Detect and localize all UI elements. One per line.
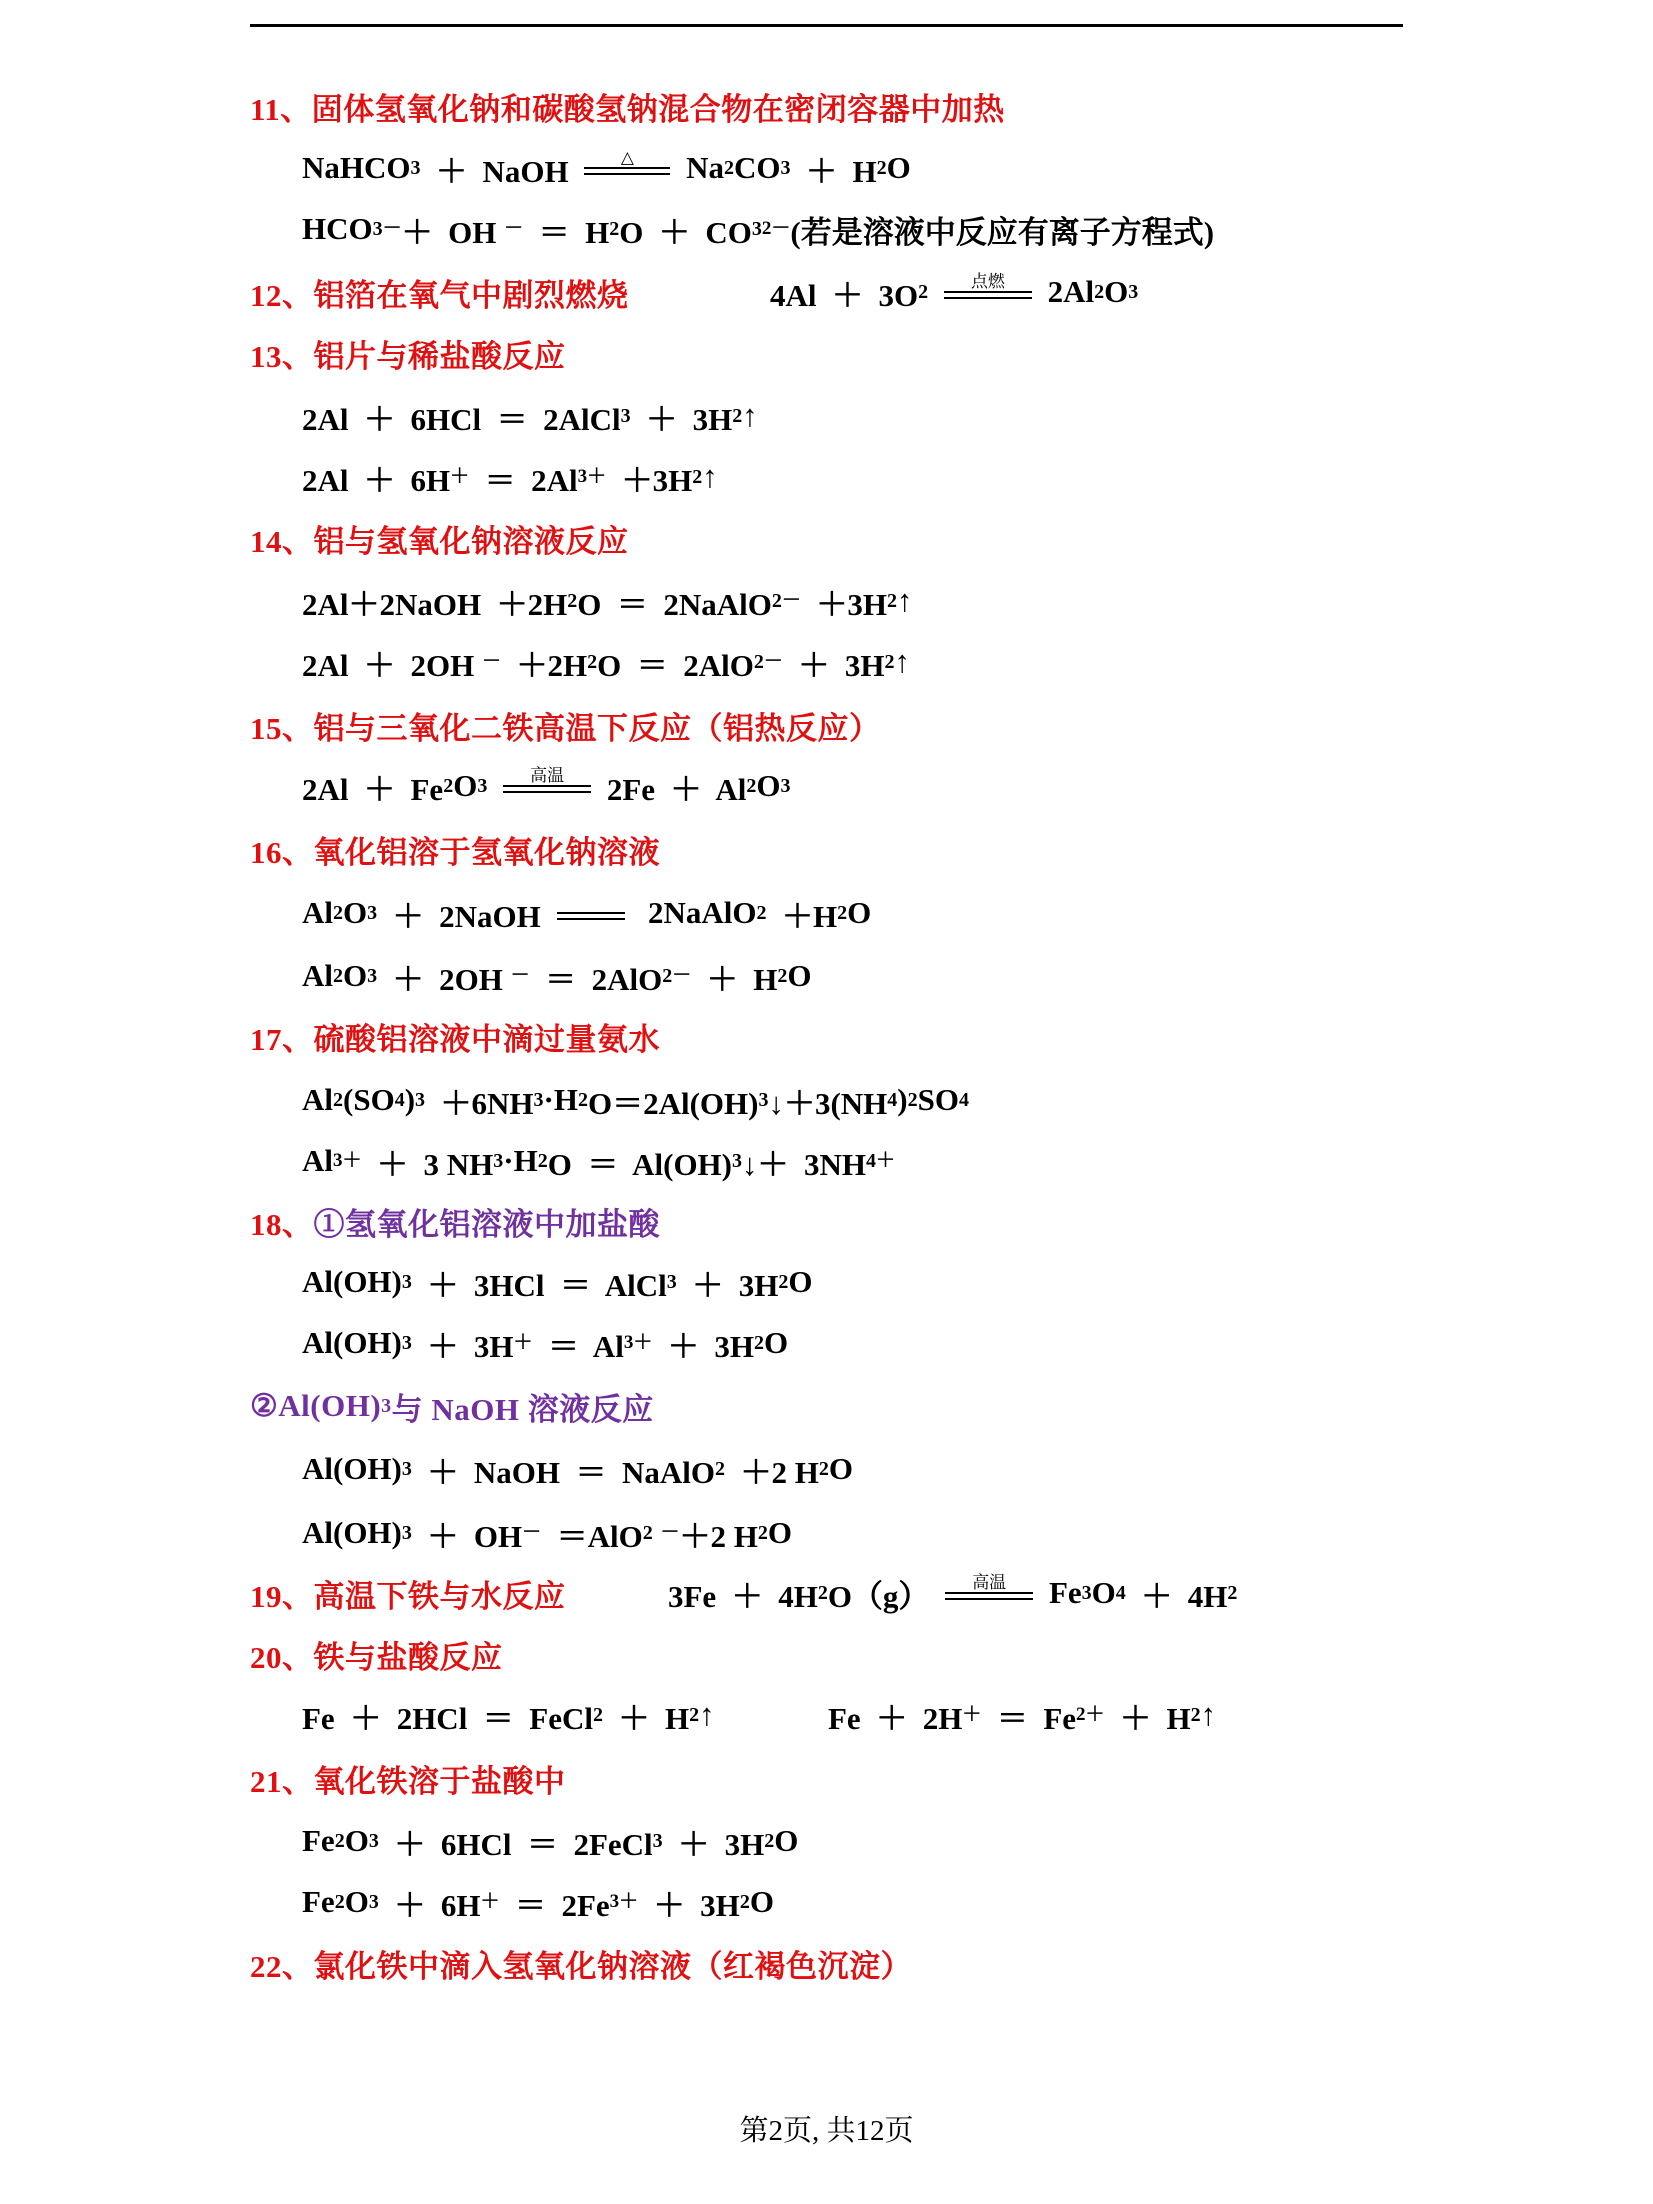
equation-text: ＝ Fe [981, 1700, 1077, 1736]
chemical-equation: NaHCO 3 ＋ NaOH △ Na 2 CO 3 ＋ H 2 O [302, 146, 911, 190]
section-heading [250, 1632, 503, 1676]
equation-text: Fe [1041, 1575, 1082, 1610]
page-footer: 第2页, 共12页 [739, 2115, 914, 2147]
section-heading [250, 1756, 566, 1800]
equation-text: 2Al ＋ 6HCl ＝ 2AlCl [302, 401, 621, 437]
equation-text: O [343, 895, 368, 930]
section-heading [250, 1384, 654, 1428]
equation-text: ↑ [702, 459, 718, 494]
equation-text: Al(OH) [302, 1451, 402, 1486]
reaction-condition-arrow [503, 767, 591, 793]
reaction-condition-arrow [557, 894, 625, 920]
equation-text [487, 768, 495, 804]
heading-text: 与 NaOH 溶液反应 [391, 1391, 654, 1427]
equation-text: ＋ 4H [1125, 1578, 1228, 1614]
double-line-equals-icon [944, 291, 1032, 299]
heading-text: 16、氧化铝溶于氢氧化钠溶液 [250, 834, 660, 870]
equation-text: ＋ NaOH [420, 153, 577, 189]
equation-text: O [774, 1823, 799, 1858]
equation-text: O ＋ CO [619, 214, 752, 250]
equation-text: ＋ 3 NH [361, 1146, 494, 1182]
equation-text: ＋ 6H [378, 1887, 481, 1923]
equation-text: CO [734, 150, 781, 185]
heading-text: 12、铝箔在氧气中剧烈燃烧 [250, 277, 629, 313]
equation-text: SO [917, 1082, 959, 1117]
equation-text: O [767, 1515, 793, 1550]
reaction-condition-arrow [944, 273, 1032, 299]
double-line-equals-icon [584, 167, 670, 175]
equation-text: ＋H [766, 898, 838, 934]
reaction-condition-label: 高温 [972, 1573, 1007, 1592]
chemical-equation: 2Al ＋ 6HCl ＝ 2AlCl 3 ＋ 3H 2 ↑ [302, 394, 758, 438]
equation-text: O ＝ 2NaAlO [577, 586, 772, 622]
heading-text: 18、 [250, 1206, 314, 1242]
heading-text: 11、固体氢氧化钠和碳酸氢钠混合物在密闭容器中加热 [250, 91, 1005, 127]
equation-text: O [763, 1325, 789, 1360]
heading-text: 20、铁与盐酸反应 [250, 1639, 503, 1675]
equation-text: ＋2H [501, 647, 588, 683]
equation-text: ＝AlO [541, 1518, 643, 1554]
equation-text: O [787, 958, 812, 993]
equation-text: 2Al ＋ 2OH [302, 647, 482, 683]
equation-text: O [788, 1264, 813, 1299]
equation-text: ＋ 3H [652, 1328, 754, 1364]
equation-text: 2Al ＋ Fe [302, 771, 444, 807]
equation-text: ＋ OH [401, 214, 505, 250]
reaction-condition-label: 点燃 [970, 272, 1005, 291]
equation-text: ↑ [897, 583, 913, 618]
chemical-equation: Al(OH) 3 ＋ 3H ＋ ＝ Al 3＋ ＋ 3H 2 O [302, 1321, 788, 1365]
equation-text: Fe [302, 1823, 335, 1858]
equation-text: ＋3H [800, 586, 887, 622]
equation-text: O [828, 1451, 853, 1486]
equation-text: ↓＋ 3NH [742, 1146, 866, 1182]
equation-text: Al [302, 1143, 333, 1178]
equation-text: O [847, 895, 872, 930]
equation-text: ＋3H [606, 462, 693, 498]
heading-text: ①氢氧化铝溶液中加盐酸 [313, 1206, 660, 1242]
equation-text: ＋ 2NaOH [377, 898, 549, 934]
equation-text: ＋2 H [725, 1454, 819, 1490]
ionic-equation: Fe ＋ 2H ＋ ＝ Fe 2＋ ＋ H 2 ↑ [828, 1693, 1216, 1737]
equation-text: O [1091, 1575, 1116, 1610]
section-heading [250, 516, 629, 560]
section-heading [250, 1571, 566, 1615]
equation-text: O [344, 1884, 369, 1919]
chemical-equation: Al 3＋ ＋ 3 NH 3 ·H 2 O ＝ Al(OH) 3 ↓＋ 3NH 4 ＋ [302, 1139, 895, 1183]
chemical-equation: Al 2 O 3 ＋ 2OH － ＝ 2AlO 2 － ＋ H 2 O [302, 954, 812, 998]
equation-text: ＋ 6HCl ＝ 2FeCl [378, 1826, 653, 1862]
equation-text: O [749, 1884, 774, 1919]
heading-text: 21、氧化铁溶于盐酸中 [250, 1763, 566, 1799]
equation-text: ＋ OH [411, 1518, 523, 1554]
equation-text: ＋2 H [679, 1518, 758, 1554]
reaction-condition-arrow [584, 149, 670, 175]
equation-text: 2Fe ＋ Al [599, 771, 747, 807]
section-heading [250, 331, 566, 375]
double-line-equals-icon [503, 785, 591, 793]
chemical-equation: 3Fe ＋ 4H 2 O（g） 高温 Fe 3 O 4 ＋ 4H 2 [668, 1571, 1237, 1615]
equation-text: Al [302, 958, 333, 993]
equation-text [653, 1515, 661, 1551]
equation-text: O＝2Al(OH) [587, 1085, 759, 1121]
chemical-equation: HCO 3 － ＋ OH － ＝ H 2 O ＋ CO 3 2－ (若是溶液中反应有离子方程式) [302, 207, 1214, 251]
equation-text: 2Al [1039, 274, 1095, 309]
equation-text: ＋ H [691, 961, 778, 997]
chemical-equation: Fe 2 O 3 ＋ 6H ＋ ＝ 2Fe 3＋ ＋ 3H 2 O [302, 1880, 774, 1924]
chemical-equation: Al(OH) 3 ＋ 3HCl ＝ AlCl 3 ＋ 3H 2 O [302, 1260, 813, 1304]
equation-text: ＋ 3H [411, 1328, 514, 1364]
heading-text: 22、氯化铁中滴入氢氧化钠溶液（红褐色沉淀） [250, 1948, 912, 1984]
equation-text: ＋ 3H [638, 1887, 740, 1923]
equation-text: ) [404, 1082, 416, 1117]
equation-text: ＋ 3H [662, 1826, 765, 1862]
equation-text: ↑ [699, 1697, 715, 1732]
equation-text: (若是溶液中反应有离子方程式) [790, 214, 1215, 250]
equation-text: O [756, 768, 781, 803]
equation-text: ·H [543, 1082, 578, 1117]
chemical-equation: Al 2 (SO 4 ) 3 ＋6NH 3 ·H 2 O＝2Al(OH) 3 ↓＋3(NH 4 ) 2 SO 4 [302, 1078, 969, 1122]
equation-text: ＋ NaOH ＝ NaAlO [411, 1454, 715, 1490]
equation-text: ＝ 2Fe [499, 1887, 610, 1923]
equation-text: ＋ 3H [782, 647, 885, 683]
chemical-equation: 2Al＋2NaOH ＋2H 2 O ＝ 2NaAlO 2 － ＋3H 2 ↑ [302, 579, 913, 623]
section-heading [250, 827, 660, 871]
double-line-equals-icon [557, 912, 625, 920]
equation-text: ) [897, 1082, 908, 1117]
section-heading [250, 1014, 660, 1058]
equation-text: ＋ 2OH [377, 961, 511, 997]
equation-text: O [453, 768, 478, 803]
equation-text: ·H [503, 1143, 538, 1178]
equation-text: Al [302, 895, 333, 930]
equation-text: ↑ [894, 644, 910, 679]
equation-text: ＋ 3HCl ＝ AlCl [411, 1267, 667, 1303]
equation-text: ＋ H [790, 153, 877, 189]
section-heading [250, 270, 629, 314]
equation-text: Fe [302, 1884, 335, 1919]
heading-text: 13、铝片与稀盐酸反应 [250, 338, 566, 374]
equation-text: O（g） [827, 1578, 938, 1614]
chemical-equation: 2Al ＋ Fe 2 O 3 高温 2Fe ＋ Al 2 O 3 [302, 764, 790, 808]
equation-text: O [344, 1823, 369, 1858]
chemical-equation: 2Al ＋ 6H ＋ ＝ 2Al 3＋ ＋3H 2 ↑ [302, 455, 718, 499]
chemical-equation: 4Al ＋ 3O 2 点燃 2Al 2 O 3 [770, 270, 1138, 314]
equation-text: O [886, 150, 911, 185]
equation-text: ＋ 3H [630, 401, 733, 437]
equation-text [928, 274, 936, 310]
heading-text: ②Al(OH) [250, 1388, 382, 1423]
chemical-equation: Fe ＋ 2HCl ＝ FeCl 2 ＋ H 2 ↑ [302, 1693, 715, 1737]
equation-text: Al(OH) [302, 1515, 402, 1550]
heading-subscript: 3 [381, 1394, 392, 1417]
reaction-condition-arrow [945, 1574, 1033, 1600]
equation-text: Fe ＋ 2HCl ＝ FeCl [302, 1700, 594, 1736]
chemical-equation: Al(OH) 3 ＋ OH － ＝AlO 2 － ＋2 H 2 O [302, 1511, 792, 1555]
chemical-equation: 2Al ＋ 2OH － ＋2H 2 O ＝ 2AlO 2 － ＋ 3H 2 ↑ [302, 640, 910, 684]
equation-text: ＋ 3H [676, 1267, 779, 1303]
header-rule [250, 24, 1403, 27]
equation-text: ＝ 2AlO [529, 961, 663, 997]
equation-text: (SO [343, 1082, 395, 1117]
chemical-equation: Al 2 O 3 ＋ 2NaOH 2NaAlO 2 ＋H 2 O [302, 891, 871, 935]
section-heading [250, 703, 881, 747]
equation-text: ＝ Al [532, 1328, 624, 1364]
equation-text: ＋6NH [425, 1085, 534, 1121]
heading-text: 19、高温下铁与水反应 [250, 1578, 566, 1614]
chemical-equation: Al(OH) 3 ＋ NaOH ＝ NaAlO 2 ＋2 H 2 O [302, 1447, 853, 1491]
section-heading [250, 84, 1005, 128]
equation-text: ＝ H [523, 214, 610, 250]
equation-text: 4Al ＋ 3O [770, 277, 919, 313]
chemical-equation: Fe 2 O 3 ＋ 6HCl ＝ 2FeCl 3 ＋ 3H 2 O [302, 1819, 798, 1863]
equation-text: Na [678, 150, 725, 185]
section-heading [250, 1941, 912, 1985]
equation-text: Al(OH) [302, 1325, 402, 1360]
equation-text: Al(OH) [302, 1264, 402, 1299]
equation-text: 2NaAlO [632, 895, 757, 930]
equation-text: O [1104, 274, 1129, 309]
heading-text: 17、硫酸铝溶液中滴过量氨水 [250, 1021, 660, 1057]
equation-text: ↑ [1200, 1697, 1217, 1732]
equation-text: NaHCO [302, 150, 411, 185]
equation-text: ＋ H [1104, 1700, 1191, 1736]
equation-text: ＝ 2Al [469, 462, 578, 498]
reaction-condition-label: △ [620, 148, 634, 167]
heading-text: 15、铝与三氧化二铁高温下反应（铝热反应） [250, 710, 881, 746]
reaction-condition-label: 高温 [530, 766, 565, 785]
equation-text: 2Al ＋ 6H [302, 462, 451, 498]
equation-text: 2Al＋2NaOH ＋2H [302, 586, 568, 622]
equation-text: ↑ [742, 398, 758, 433]
equation-text: O [343, 958, 368, 993]
equation-text: O ＝ Al(OH) [547, 1146, 732, 1182]
equation-text: 3Fe ＋ 4H [668, 1578, 818, 1614]
equation-text: O ＝ 2AlO [597, 647, 754, 683]
section-heading [250, 1199, 660, 1243]
double-line-equals-icon [945, 1592, 1033, 1600]
heading-text: 14、铝与氢氧化钠溶液反应 [250, 523, 629, 559]
equation-text: ＋ H [603, 1700, 690, 1736]
equation-text: HCO [302, 211, 373, 246]
equation-text: Al [302, 1082, 333, 1117]
equation-text: Fe ＋ 2H [828, 1700, 963, 1736]
equation-text: ↓＋3(NH [768, 1085, 888, 1121]
